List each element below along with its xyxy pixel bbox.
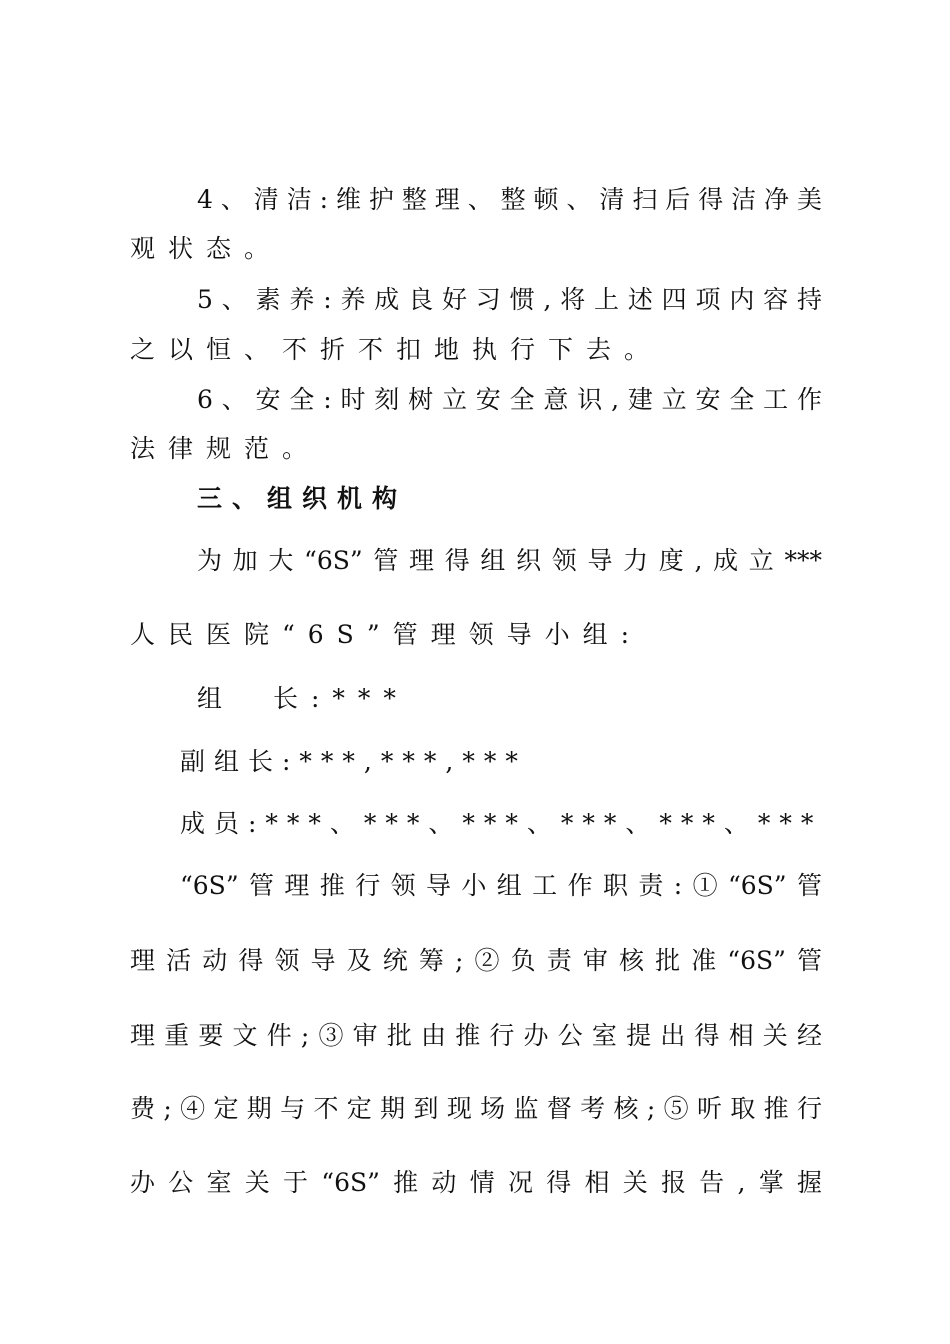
intro-line1: 为加大“6S”管理得组织领导力度,成立*** (197, 546, 822, 575)
intro-line2: 人民医院“6S”管理领导小组: (130, 620, 643, 649)
duties-line3: 理重要文件;③审批由推行办公室提出得相关经 (130, 1021, 822, 1050)
duties-line4: 费;④定期与不定期到现场监督考核;⑤听取推行 (130, 1094, 822, 1123)
duties-line1: “6S”管理推行领导小组工作职责:①“6S”管 (180, 871, 822, 900)
staff-line: 成员:***、***、***、***、***、*** (180, 809, 823, 838)
leader-line: 组 长:*** (197, 684, 409, 713)
section-heading: 三、组织机构 (197, 484, 408, 513)
item4-line2: 观状态。 (130, 234, 283, 263)
duties-line5: 办公室关于“6S”推动情况得相关报告,掌握 (130, 1168, 822, 1197)
item5-line1: 5、素养:养成良好习惯,将上述四项内容持 (197, 285, 822, 314)
duties-line2: 理活动得领导及统筹;②负责审核批准“6S”管 (130, 946, 822, 975)
item5-line2: 之以恒、不折不扣地执行下去。 (130, 335, 663, 364)
item6-line1: 6、安全:时刻树立安全意识,建立安全工作 (197, 385, 822, 414)
deputy-line: 副组长:***,***,*** (180, 747, 527, 776)
item6-line2: 法律规范。 (130, 434, 321, 463)
item4-line1: 4、清洁:维护整理、整顿、清扫后得洁净美 (197, 185, 822, 214)
